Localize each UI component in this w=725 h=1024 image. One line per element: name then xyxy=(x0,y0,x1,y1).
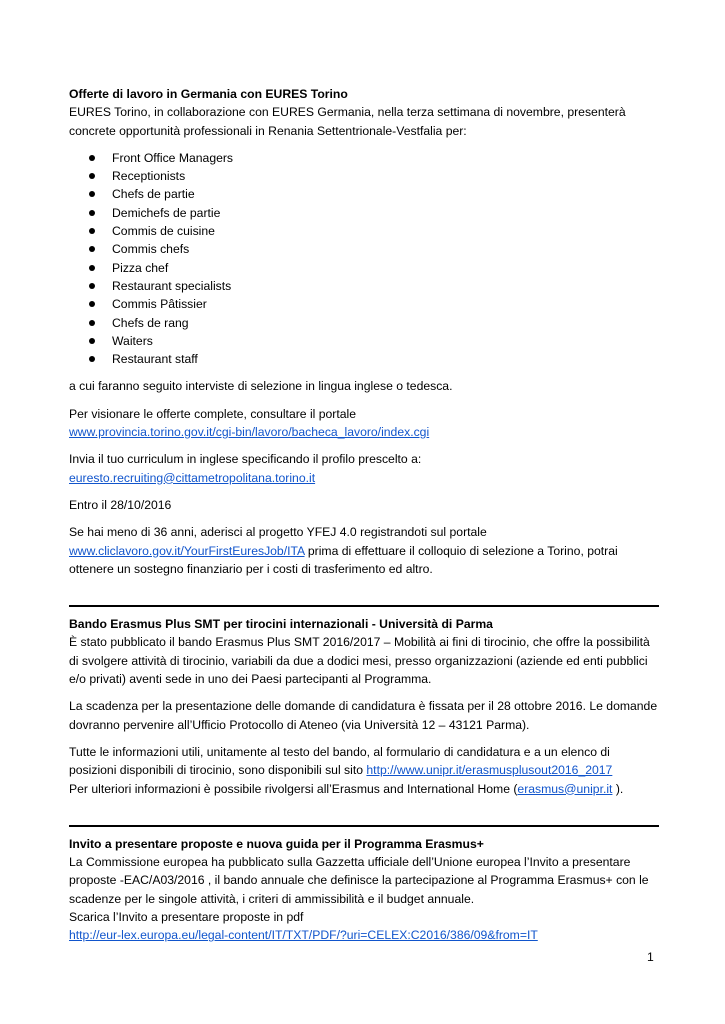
cv-email-link[interactable]: euresto.recruiting@cittametropolitana.torino.it xyxy=(69,470,316,485)
erasmus-smt-paragraph-1: È stato pubblicato il bando Erasmus Plus SMT 2016/2017 – Mobilità ai fini di tirocinio, che offre la possibilità di svolgere attività di tirocinio, variabili da due a dodici mesi, presso organizzazioni (aziende ed enti pubblici e/o privati) aventi sede in uno dei Paesi partecipanti al Programma. xyxy=(69,635,650,687)
eur-lex-link[interactable]: http://eur-lex.europa.eu/legal-content/IT/TXT/PDF/?uri=CELEX:C2016/386/09&from=IT xyxy=(69,928,538,943)
document-body xyxy=(69,85,659,945)
list-item: Commis de cuisine xyxy=(83,222,659,240)
download-text: Scarica l’Invito a presentare proposte in pdf xyxy=(69,909,304,924)
interview-note: a cui faranno seguito interviste di selezione in lingua inglese o tedesca. xyxy=(69,379,453,394)
erasmus-smt-paragraph-3 xyxy=(69,743,659,780)
erasmus-smt-paragraph-2: La scadenza per la presentazione delle domande di candidatura è fissata per il 28 ottobre 2016. Le domande dovranno pervenire all’Ufficio Protocollo di Ateneo (via Università 12 – 43121 Parma). xyxy=(69,699,658,732)
erasmus-smt-contact xyxy=(69,780,659,798)
yfej-paragraph xyxy=(69,542,659,579)
list-item: Receptionists xyxy=(83,167,659,185)
erasmus-smt-info-text: Tutte le informazioni utili, unitamente al testo del bando, al formulario di candidatura e a un elenco di posizioni disponibili di tirocinio, sono disponibili sul sito xyxy=(69,744,610,778)
list-item: Commis chefs xyxy=(83,240,659,258)
list-item: Chefs de rang xyxy=(83,314,659,332)
job-list xyxy=(69,149,659,369)
section-title-erasmus-plus: Invito a presentare proposte e nuova guida per il Programma Erasmus+ xyxy=(69,836,484,851)
list-item: Commis Pâtissier xyxy=(83,295,659,313)
page-number: 1 xyxy=(647,950,654,964)
list-item: Restaurant staff xyxy=(83,350,659,368)
list-item: Waiters xyxy=(83,332,659,350)
offers-text: Per visionare le offerte complete, consultare il portale xyxy=(69,406,357,421)
section-title-erasmus-smt: Bando Erasmus Plus SMT per tirocini internazionali - Università di Parma xyxy=(69,617,493,632)
list-item: Pizza chef xyxy=(83,259,659,277)
unipr-link[interactable]: http://www.unipr.it/erasmusplusout2016_2017 xyxy=(366,763,613,778)
section-divider xyxy=(69,825,659,827)
offers-link[interactable]: www.provincia.torino.gov.it/cgi-bin/lavoro/bacheca_lavoro/index.cgi xyxy=(69,425,430,440)
yfej-link[interactable]: www.cliclavoro.gov.it/YourFirstEuresJob/ITA xyxy=(69,543,305,558)
list-item: Demichefs de partie xyxy=(83,204,659,222)
section-title-eures: Offerte di lavoro in Germania con EURES Torino xyxy=(69,87,348,101)
contact-end: ). xyxy=(612,781,624,796)
section-divider xyxy=(69,605,659,607)
erasmus-plus-paragraph: La Commissione europea ha pubblicato sulla Gazzetta ufficiale dell’Unione europea l’Invito a presentare proposte -EAC/A03/2016 , il bando annuale che definisce la partecipazione al Programma Erasmus+ con le scadenze per le singole attività, i criteri di ammissibilità e il budget annuale. xyxy=(69,855,649,906)
list-item: Restaurant specialists xyxy=(83,277,659,295)
list-item: Chefs de partie xyxy=(83,185,659,203)
yfej-text: Se hai meno di 36 anni, aderisci al progetto YFEJ 4.0 registrandoti sul portale xyxy=(69,525,487,540)
cv-text: Invia il tuo curriculum in inglese specificando il profilo prescelto a: xyxy=(69,452,422,467)
contact-text: Per ulteriori informazioni è possibile rivolgersi all’Erasmus and International Home ( xyxy=(69,781,518,796)
list-item: Front Office Managers xyxy=(83,149,659,167)
eures-intro: EURES Torino, in collaborazione con EURES Germania, nella terza settimana di novembre, presenterà concrete opportunità professionali in Renania Settentrionale-Vestfalia per: xyxy=(69,105,626,138)
deadline-text: Entro il 28/10/2016 xyxy=(69,497,172,512)
yfej-rest: prima di effettuare il colloquio di selezione a Torino, potrai ottenere un sostegno finanziario per i costi di trasferimento ed altro. xyxy=(69,543,618,576)
erasmus-email-link[interactable]: erasmus@unipr.it xyxy=(517,781,613,796)
